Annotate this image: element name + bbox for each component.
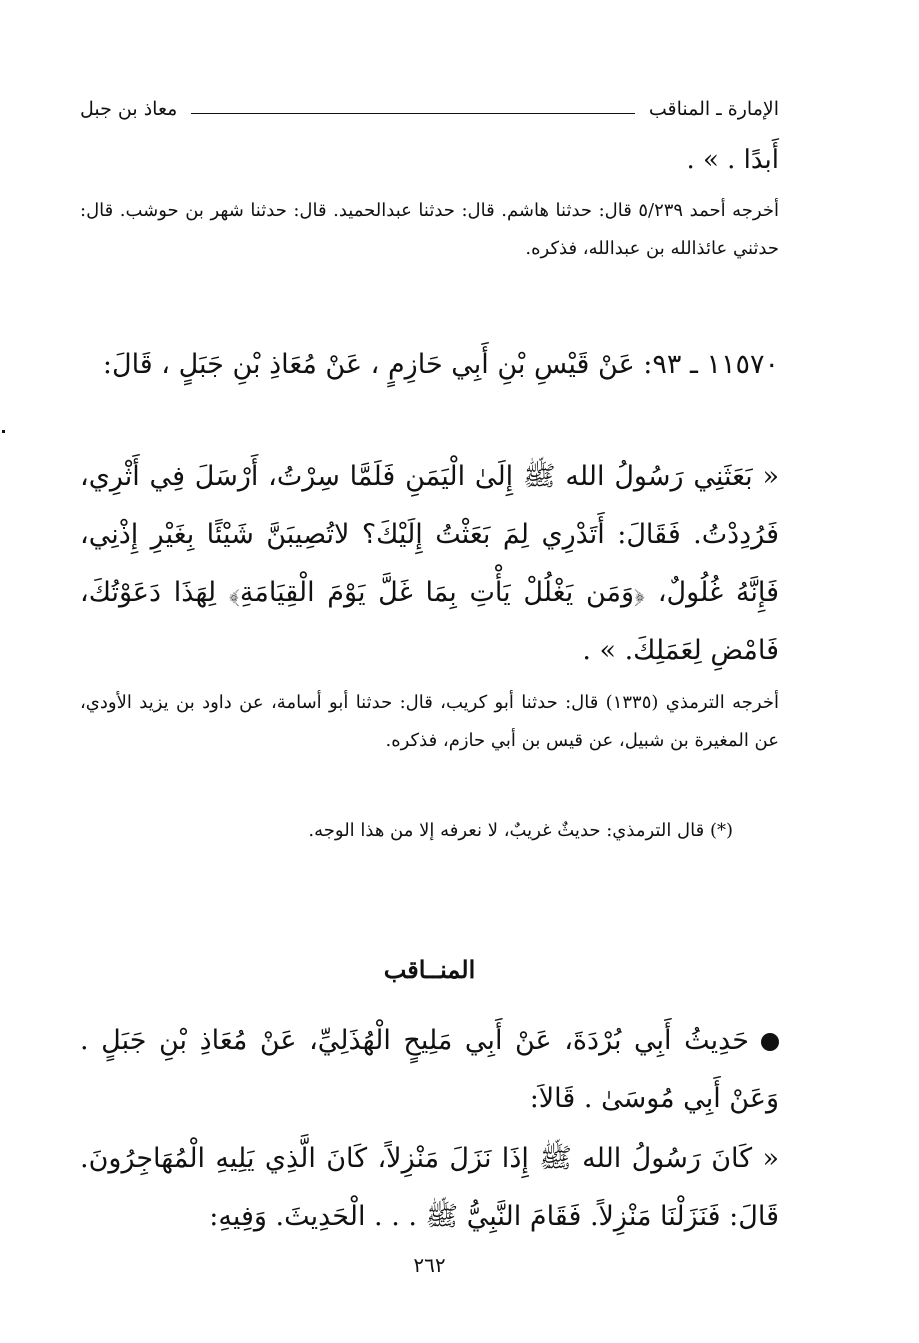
hadith-2-heading <box>80 1012 779 1128</box>
book-page <box>80 0 779 1343</box>
running-header <box>80 98 779 120</box>
page-number: ٢٦٢ <box>413 1253 446 1277</box>
section-title: المنــاقب <box>383 955 476 984</box>
margin-dot <box>2 430 5 433</box>
continuation-text: أَبدًا . » . <box>686 145 779 175</box>
tirmidhi-comment: (*) قال الترمذي: حديثٌ غريبٌ، لا نعرفه إلا من هذا الوجه. <box>308 820 733 841</box>
header-section: معاذ بن جبل <box>80 98 178 120</box>
hadith-2-text: « كَانَ رَسُولُ الله ﷺ إِذَا نَزَلَ مَنْزِلاً، كَانَ الَّذِي يَلِيهِ الْمُهَاجِرُونَ. قَالَ: فَنَزَلْنَا مَنْزِلاً. فَقَامَ النَّبِيُّ ﷺ . . . الْحَدِيثَ. وَفِيهِ: <box>80 1143 779 1232</box>
hadith-1-heading: ١١٥٧٠ ـ ٩٣: عَنْ قَيْسِ بْنِ أَبِي حَازِمٍ ، عَنْ مُعَاذِ بْنِ جَبَلٍ ، قَالَ: <box>102 349 779 380</box>
hadith-2-heading-text: حَدِيثُ أَبِي بُرْدَةَ، عَنْ أَبِي مَلِيحٍ الْهُذَلِيِّ، عَنْ مُعَاذِ بْنِ جَبَلٍ . وَعَنْ أَبِي مُوسَىٰ . قَالاَ: <box>80 1025 779 1114</box>
bullet-icon <box>761 1033 779 1051</box>
source-note-2: أخرجه الترمذي (١٣٣٥) قال: حدثنا أبو كريب، قال: حدثنا أبو أسامة، عن داود بن يزيد الأودي، عن المغيرة بن شبيل، عن قيس بن أبي حازم، فذكره. <box>80 692 779 751</box>
header-rule <box>191 113 635 114</box>
header-chapter: الإمارة ـ المناقب <box>648 98 779 120</box>
source-note-1: أخرجه أحمد ٥/٢٣٩ قال: حدثنا هاشم. قال: حدثنا عبدالحميد. قال: حدثنا شهر بن حوشب. قال: حدثني عائذالله بن عبدالله، فذكره. <box>80 200 779 259</box>
hadith-1-text: « بَعَثَنِي رَسُولُ الله ﷺ إِلَىٰ الْيَمَنِ فَلَمَّا سِرْتُ، أَرْسَلَ فِي أَثْرِي، فَرُدِدْتُ. فَقَالَ: أَتَدْرِي لِمَ بَعَثْتُ إِلَيْكَ؟ لاتُصِيبَنَّ شَيْئًا بِغَيْرِ إِذْنِي، فَإِنَّهُ غُلُولٌ، ﴿وَمَن يَغْلُلْ يَأْتِ بِمَا غَلَّ يَوْمَ الْقِيَامَةِ﴾ لِهَذَا دَعَوْتُكَ، فَامْضِ لِعَمَلِكَ. » . <box>80 461 779 666</box>
